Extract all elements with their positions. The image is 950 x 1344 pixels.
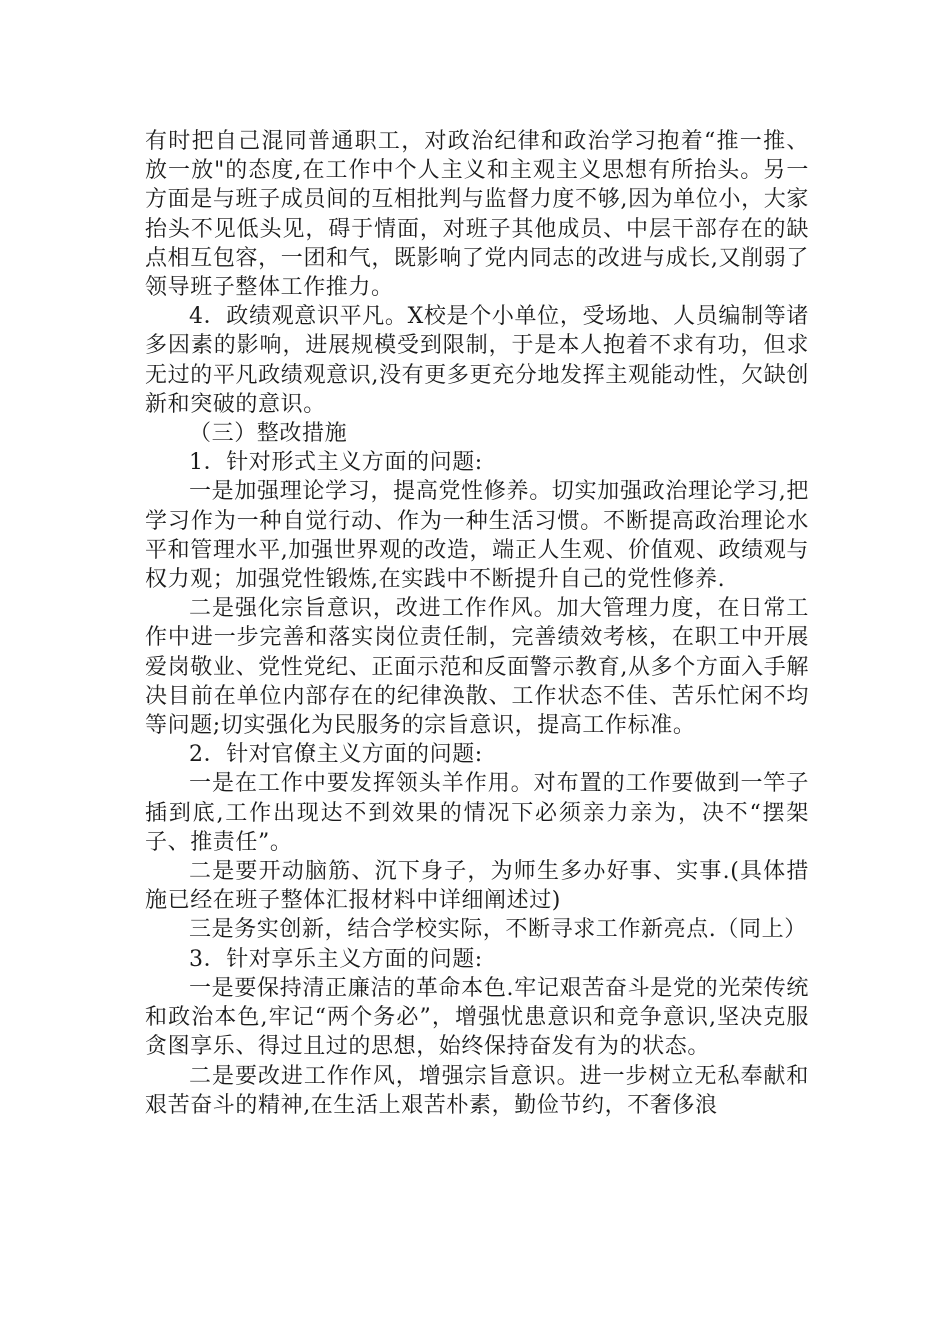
paragraph-work-style: 二是要改进工作作风，增强宗旨意识。进一步树立无私奉献和艰苦奋斗的精神,在生活上艰苦朴素，勤俭节约，不奢侈浪: [145, 1063, 809, 1118]
subheading-hedonism: 3．针对享乐主义方面的问题:: [189, 946, 483, 972]
paragraph-innovation: 三是务实创新，结合学校实际，不断寻求工作新亮点.（同上）: [189, 917, 807, 943]
paragraph-achievement-view: 4．政绩观意识平凡。X校是个小单位，受场地、人员编制等诸多因素的影响，进展规模受到限制，于是本人抱着不求有功，但求无过的平凡政绩观意识,没有更多更充分地发挥主观能动性，欠缺创新和突破的意识。: [145, 304, 809, 417]
paragraph-good-deeds: 二是要开动脑筋、沉下身子，为师生多办好事、实事.(具体措施已经在班子整体汇报材料中详细阐述过): [145, 859, 809, 914]
subheading-bureaucratism: 2．针对官僚主义方面的问题:: [189, 742, 483, 768]
paragraph-integrity: 一是要保持清正廉洁的革命本色.牢记艰苦奋斗是党的光荣传统和政治本色,牢记“两个务必”，增强忧患意识和竞争意识,坚决克服贪图享乐、得过且过的思想，始终保持奋发有为的状态。: [145, 975, 809, 1060]
subheading-formalism: 1．针对形式主义方面的问题:: [189, 450, 483, 476]
section-heading-rectification: （三）整改措施: [189, 421, 348, 447]
paragraph-theory-study: 一是加强理论学习，提高党性修养。切实加强政治理论学习,把学习作为一种自觉行动、作为一种生活习惯。不断提高政治理论水平和管理水平,加强世界观的改造，端正人生观、价值观、政绩观与权力观；加强党性锻炼,在实践中不断提升自己的党性修养.: [145, 479, 809, 593]
paragraph-purpose-awareness: 二是强化宗旨意识，改进工作作风。加大管理力度，在日常工作中进一步完善和落实岗位责任制，完善绩效考核，在职工中开展爱岗敬业、党性党纪、正面示范和反面警示教育,从多个方面入手解决目前在单位内部存在的纪律涣散、工作状态不佳、苦乐忙闲不均等问题;切实强化为民服务的宗旨意识，提高工作标准。: [145, 596, 809, 739]
document-body: [145, 127, 809, 1120]
paragraph-leading-role: 一是在工作中要发挥领头羊作用。对布置的工作要做到一竿子插到底,工作出现达不到效果的情况下必须亲力亲为，决不“摆架子、推责任”。: [145, 771, 809, 855]
paragraph-continuation: 有时把自己混同普通职工，对政治纪律和政治学习抱着“推一推、放一放"的态度,在工作中个人主义和主观主义思想有所抬头。另一方面是与班子成员间的互相批判与监督力度不够,因为单位小，大家抬头不见低头见，碍于情面，对班子其他成员、中层干部存在的缺点相互包容，一团和气，既影响了党内同志的改进与成长,又削弱了领导班子整体工作推力。: [145, 129, 809, 301]
